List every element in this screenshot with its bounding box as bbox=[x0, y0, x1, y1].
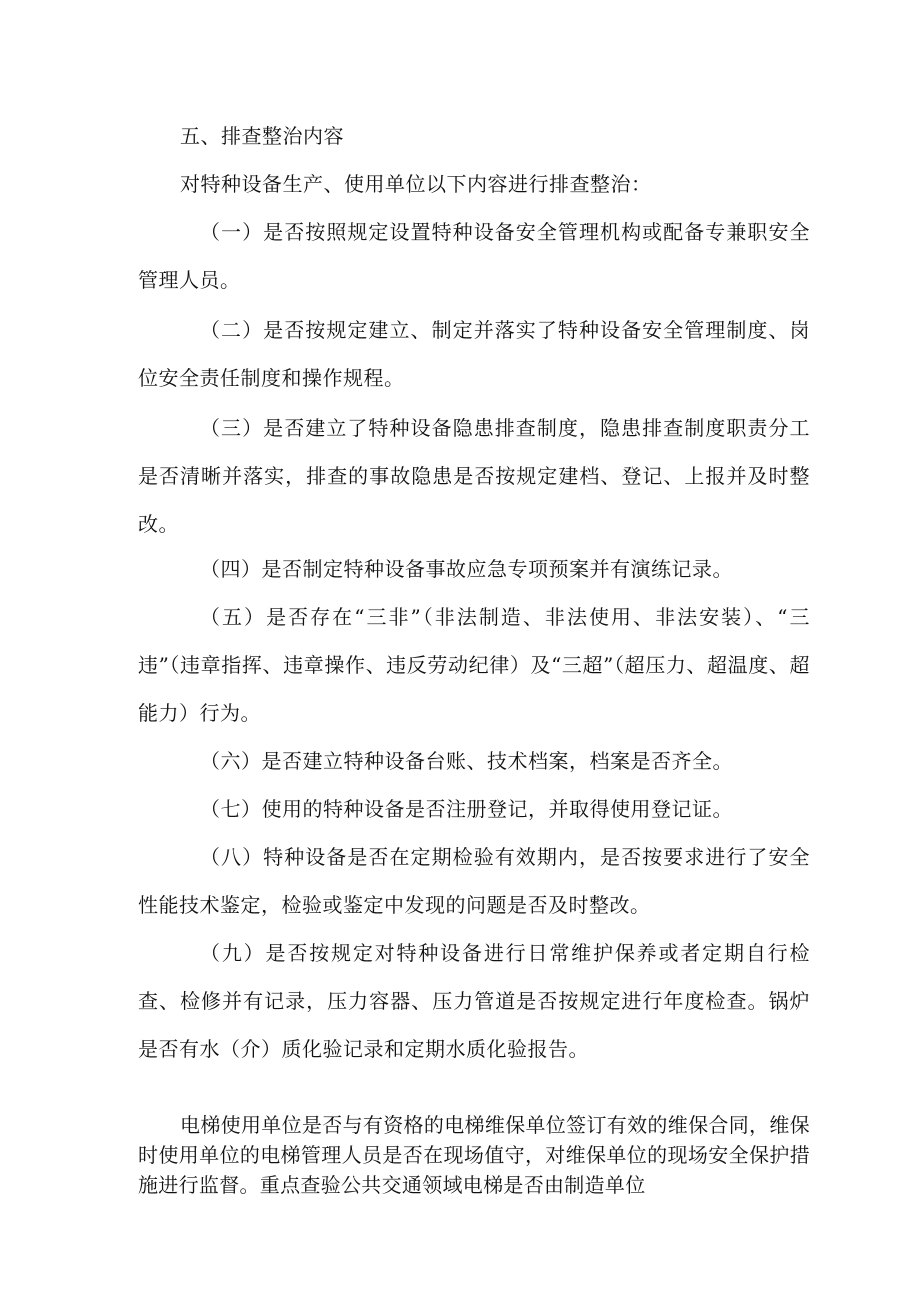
section-heading: 五、排查整治内容 bbox=[180, 124, 344, 148]
list-item: （七）使用的特种设备是否注册登记，并取得使用登记证。 bbox=[200, 797, 733, 821]
intro-paragraph: 对特种设备生产、使用单位以下内容进行排查整治： bbox=[180, 172, 652, 196]
list-item: （八）特种设备是否在定期检验有效期内，是否按要求进行了安全性能技术鉴定，检验或鉴定中发现的问题是否及时整改。 bbox=[138, 845, 810, 917]
list-item: （四）是否制定特种设备事故应急专项预案并有演练记录。 bbox=[200, 557, 733, 581]
list-item: （九）是否按规定对特种设备进行日常维护保养或者定期自行检查、检修并有记录，压力容器、压力管道是否按规定进行年度检查。锅炉是否有水（介）质化验记录和定期水质化验报告。 bbox=[138, 941, 810, 1061]
list-item: （一）是否按照规定设置特种设备安全管理机构或配备专兼职安全管理人员。 bbox=[138, 220, 810, 292]
list-item: （六）是否建立特种设备台账、技术档案，档案是否齐全。 bbox=[200, 749, 733, 773]
closing-paragraph: 电梯使用单位是否与有资格的电梯维保单位签订有效的维保合同，维保时使用单位的电梯管理人员是否在现场值守，对维保单位的现场安全保护措施进行监督。重点查验公共交通领域电梯是否由制造单位 bbox=[138, 1113, 810, 1197]
list-item: （三）是否建立了特种设备隐患排查制度，隐患排查制度职责分工是否清晰并落实，排查的事故隐患是否按规定建档、登记、上报并及时整改。 bbox=[138, 416, 810, 536]
list-item: （五）是否存在“三非”（非法制造、非法使用、非法安装）、“三违”（违章指挥、违章操作、违反劳动纪律）及“三超”（超压力、超温度、超能力）行为。 bbox=[138, 605, 810, 725]
list-item: （二）是否按规定建立、制定并落实了特种设备安全管理制度、岗位安全责任制度和操作规程。 bbox=[138, 318, 810, 390]
